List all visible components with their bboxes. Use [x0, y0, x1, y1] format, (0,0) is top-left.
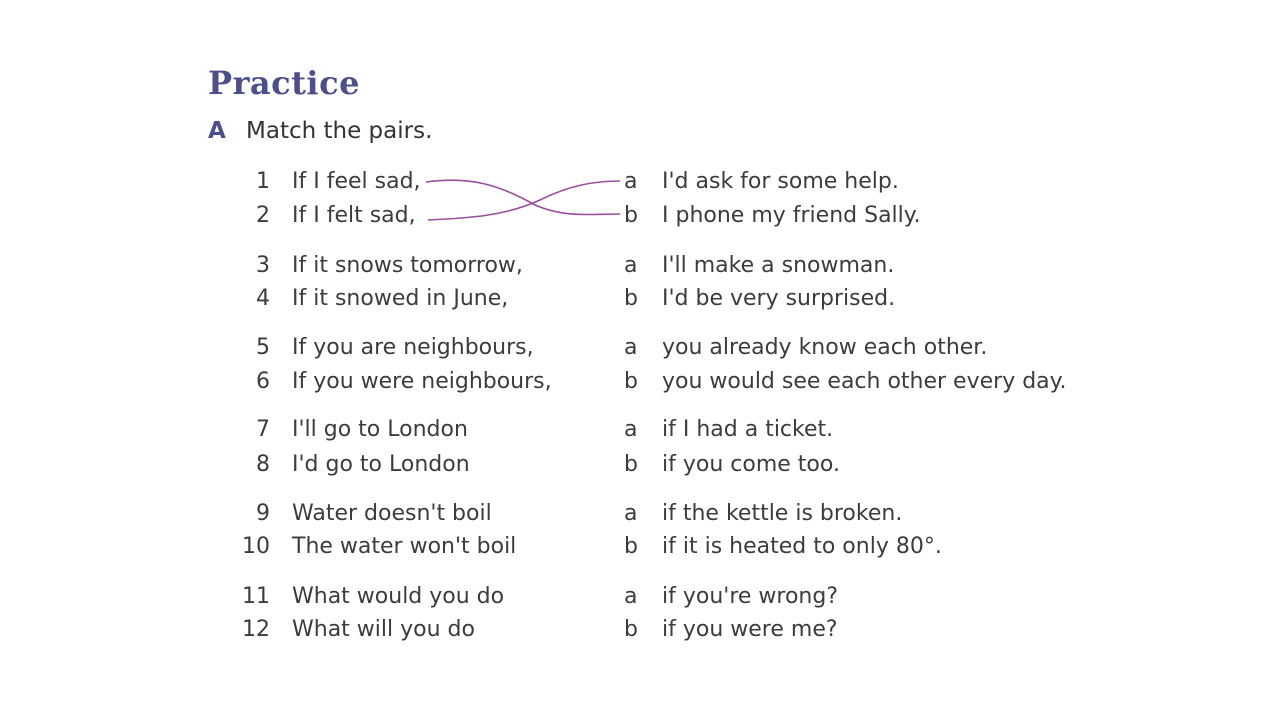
- item-number: 4: [256, 286, 270, 311]
- exercise-instruction: Match the pairs.: [246, 118, 433, 144]
- option-letter: a: [624, 584, 638, 609]
- item-first-half: What will you do: [292, 617, 475, 642]
- item-second-half: you would see each other every day.: [662, 369, 1067, 394]
- item-second-half: I'll make a snowman.: [662, 253, 895, 278]
- item-number: 12: [242, 617, 270, 642]
- item-first-half: What would you do: [292, 584, 505, 609]
- item-number: 2: [256, 203, 270, 228]
- item-second-half: I'd be very surprised.: [662, 286, 896, 311]
- item-second-half: if it is heated to only 80°.: [662, 534, 942, 559]
- match-line-1-to-b: [426, 180, 620, 214]
- item-first-half: If it snows tomorrow,: [292, 253, 523, 278]
- item-first-half: If I felt sad,: [292, 203, 416, 228]
- item-number: 6: [256, 369, 270, 394]
- item-number: 10: [242, 534, 270, 559]
- item-number: 5: [256, 335, 270, 360]
- item-number: 11: [242, 584, 270, 609]
- option-letter: b: [624, 452, 638, 477]
- item-number: 1: [256, 169, 270, 194]
- item-first-half: If you were neighbours,: [292, 369, 552, 394]
- option-letter: a: [624, 253, 638, 278]
- item-first-half: I'd go to London: [292, 452, 470, 477]
- item-number: 8: [256, 452, 270, 477]
- item-second-half: you already know each other.: [662, 335, 988, 360]
- option-letter: a: [624, 335, 638, 360]
- item-first-half: If I feel sad,: [292, 169, 421, 194]
- option-letter: b: [624, 286, 638, 311]
- item-first-half: The water won't boil: [292, 534, 517, 559]
- exercise-letter: A: [208, 118, 226, 144]
- item-first-half: If it snowed in June,: [292, 286, 509, 311]
- item-number: 7: [256, 417, 270, 442]
- option-letter: b: [624, 203, 638, 228]
- option-letter: b: [624, 534, 638, 559]
- item-number: 9: [256, 501, 270, 526]
- item-second-half: if you come too.: [662, 452, 840, 477]
- item-first-half: If you are neighbours,: [292, 335, 534, 360]
- page-title: Practice: [208, 64, 360, 102]
- item-second-half: I'd ask for some help.: [662, 169, 899, 194]
- item-first-half: I'll go to London: [292, 417, 468, 442]
- option-letter: b: [624, 369, 638, 394]
- match-line-2-to-a: [428, 181, 620, 220]
- option-letter: a: [624, 417, 638, 442]
- item-first-half: Water doesn't boil: [292, 501, 492, 526]
- item-second-half: if I had a ticket.: [662, 417, 834, 442]
- option-letter: b: [624, 617, 638, 642]
- item-second-half: if you were me?: [662, 617, 838, 642]
- item-number: 3: [256, 253, 270, 278]
- option-letter: a: [624, 501, 638, 526]
- exercise-heading: [208, 118, 432, 144]
- item-second-half: I phone my friend Sally.: [662, 203, 921, 228]
- item-second-half: if you're wrong?: [662, 584, 839, 609]
- option-letter: a: [624, 169, 638, 194]
- item-second-half: if the kettle is broken.: [662, 501, 903, 526]
